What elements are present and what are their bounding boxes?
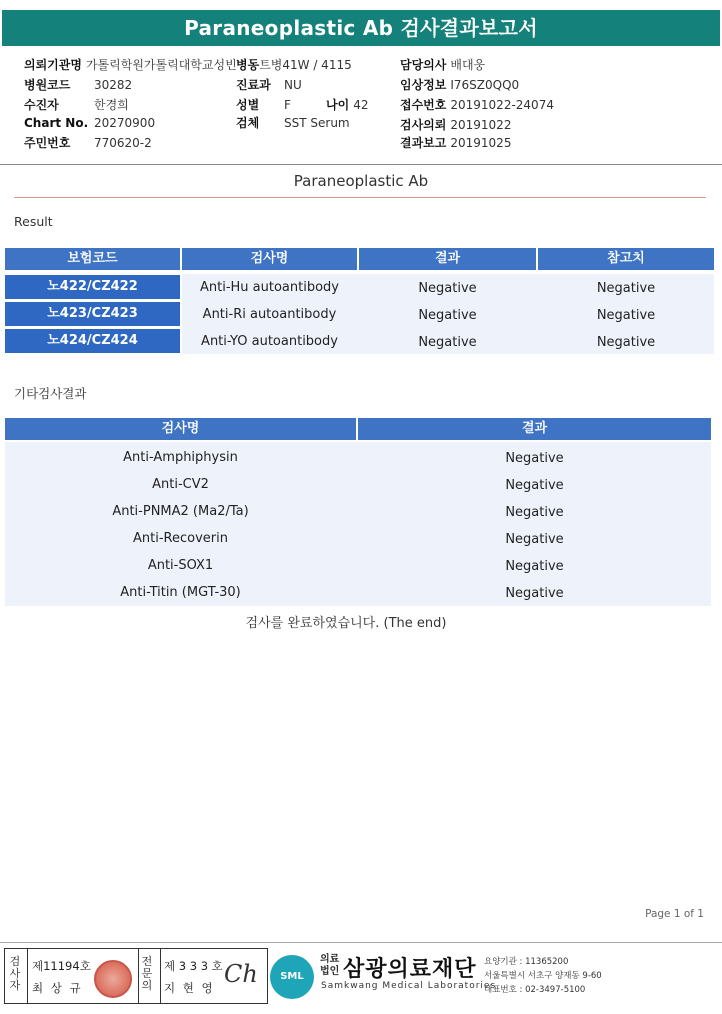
end-note: 검사를 완료하였습니다. (The end) — [245, 616, 447, 631]
test-name: Anti-Hu autoantibody — [199, 280, 339, 295]
org-english-name: Samkwang Medical Laboratories — [321, 981, 497, 991]
divider — [0, 164, 722, 165]
test-name: Anti-Titin (MGT-30) — [120, 585, 241, 600]
reference-value: Negative — [596, 281, 656, 296]
patient-label: 수진자 — [24, 98, 59, 112]
col-header-code: 보험코드 — [5, 248, 180, 270]
doctor-label: 담당의사 — [400, 58, 447, 72]
sex-value: F — [284, 98, 291, 112]
patient-value: 한경희 — [94, 98, 129, 112]
other-results-heading: 기타검사결과 — [14, 386, 87, 401]
insurance-code: 노423/CZ423 — [5, 302, 180, 326]
reviewer-license: 제 3 3 3 호 — [164, 959, 223, 973]
address: 서울특별시 서초구 양재동 9-60 — [484, 971, 602, 981]
insurance-code: 노424/CZ424 — [5, 329, 180, 353]
report-subtitle: Paraneoplastic Ab — [293, 172, 429, 190]
chart-label: Chart No. — [24, 116, 89, 130]
ward-label: 병동 — [236, 58, 260, 72]
specimen-value: SST Serum — [284, 116, 350, 130]
examiner-name: 최 상 규 — [32, 981, 83, 995]
institution-value: 가톨릭학원가톨릭대학교성빈 — [85, 58, 237, 72]
org-type: 의료법인 — [320, 954, 340, 977]
department-label: 진료과 — [236, 78, 271, 92]
report-title: Paraneoplastic Ab 검사결과보고서 — [2, 10, 720, 46]
col-header-name: 검사명 — [182, 248, 357, 270]
ward-value: 트병41W / 4115 — [259, 58, 352, 72]
clinical-info-label: 임상정보 — [400, 78, 447, 92]
test-name: Anti-YO autoantibody — [201, 334, 338, 349]
test-result: Negative — [505, 559, 564, 574]
examiner-license: 제11194호 — [32, 959, 91, 973]
col-header-reference: 참고치 — [538, 248, 714, 270]
sex-label: 성별 — [236, 98, 260, 112]
footer-divider — [0, 942, 722, 943]
test-result: Negative — [418, 308, 477, 323]
test-result: Negative — [418, 281, 477, 296]
test-result: Negative — [505, 451, 564, 466]
chart-value: 20270900 — [94, 116, 156, 130]
department-value: NU — [284, 78, 302, 92]
test-result: Negative — [505, 532, 564, 547]
clinical-info-value: I76SZ0QQ0 — [450, 78, 520, 92]
test-name: Anti-SOX1 — [147, 558, 214, 573]
specimen-label: 검체 — [236, 116, 260, 130]
report-date-value: 20191025 — [450, 136, 512, 150]
age-value: 42 — [353, 98, 369, 112]
doctor-value: 배대웅 — [450, 58, 486, 72]
col-header-name: 검사명 — [5, 418, 356, 440]
test-result: Negative — [505, 478, 564, 493]
care-code: 요양기관 : 11365200 — [484, 957, 569, 967]
test-result: Negative — [505, 505, 564, 520]
report-date-label: 결과보고 — [400, 136, 447, 150]
id-value: 770620-2 — [94, 136, 152, 150]
test-name: Anti-PNMA2 (Ma2/Ta) — [112, 504, 249, 519]
hospital-code-value: 30282 — [94, 78, 133, 92]
test-name: Anti-Recoverin — [133, 531, 228, 546]
official-seal — [94, 960, 132, 998]
request-label: 검사의뢰 — [400, 118, 447, 132]
id-label: 주민번호 — [24, 136, 71, 150]
signature: Ch — [224, 960, 258, 988]
receipt-label: 접수번호 — [400, 98, 447, 112]
test-name: Anti-Amphiphysin — [123, 450, 238, 465]
test-name: Anti-CV2 — [152, 477, 209, 492]
org-logo-icon: SML — [270, 955, 314, 999]
page-number: Page 1 of 1 — [645, 908, 704, 920]
reviewer-label: 전문의 — [141, 955, 153, 992]
org-name: 삼광의료재단 — [343, 957, 477, 982]
test-result: Negative — [505, 586, 564, 601]
age-label: 나이 — [326, 98, 350, 112]
request-value: 20191022 — [450, 118, 512, 132]
reference-value: Negative — [596, 335, 656, 350]
receipt-value: 20191022-24074 — [450, 98, 554, 112]
institution-label: 의뢰기관명 — [24, 58, 82, 72]
col-header-result: 결과 — [359, 248, 536, 270]
hospital-code-label: 병원코드 — [24, 78, 71, 92]
reviewer-name: 지 현 영 — [164, 981, 215, 995]
test-result: Negative — [418, 335, 477, 350]
test-name: Anti-Ri autoantibody — [202, 307, 337, 322]
examiner-label: 검사자 — [9, 955, 21, 992]
reference-value: Negative — [596, 308, 656, 323]
col-header-result: 결과 — [358, 418, 711, 440]
result-heading: Result — [14, 214, 53, 229]
insurance-code: 노422/CZ422 — [5, 275, 180, 299]
phone: 대표번호 : 02-3497-5100 — [484, 985, 586, 995]
subtitle-underline — [14, 197, 706, 198]
